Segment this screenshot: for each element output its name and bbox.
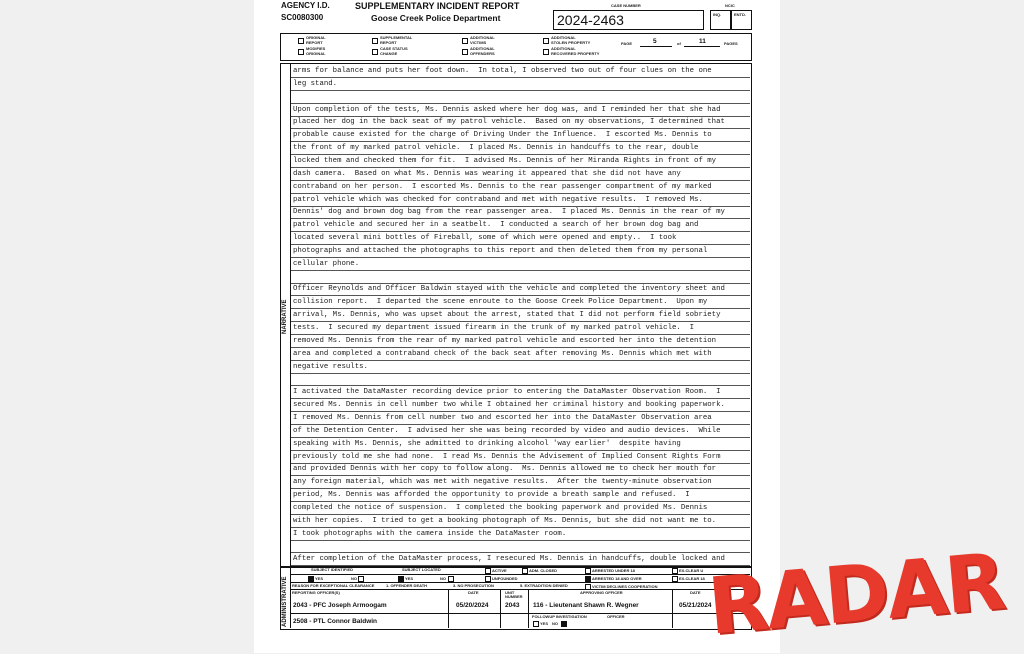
report-type-label: ADDITIONAL [551, 46, 576, 51]
narrative-line: locked them and checked them for fit. I advised Ms. Dennis of her Miranda Rights in front of my [291, 155, 750, 168]
narrative-line: period, Ms. Dennis was afforded the opportunity to provide a breath sample and refused. I [291, 489, 750, 502]
reporting-officer-1: 2043 - PFC Joseph Armoogam [293, 602, 387, 609]
narrative-line: I removed Ms. Dennis from cell number two and escorted her into the DataMaster Observation area [291, 412, 750, 425]
col-rule-3 [528, 589, 529, 628]
narrative-line: arms for balance and puts her foot down. In total, I observed two out of four clues on the one [291, 65, 750, 78]
case-status-checkbox[interactable] [522, 568, 528, 574]
subject-identified-label: SUBJECT IDENTIFIED [311, 567, 354, 572]
case-status-checkbox[interactable] [585, 568, 591, 574]
administrative-label: ADMINISTRATIVE [282, 576, 288, 627]
report-type-label: ADDITIONAL [551, 35, 576, 40]
report-type-label: MODIFIES [306, 46, 326, 51]
narrative-line: of the Detention Center. I advised her she was being recorded by video and audio devices. While [291, 425, 750, 438]
ncic-inq-box [710, 10, 731, 30]
narrative-line: completed the notice of suspension. I completed the booking paperwork and provided Ms. Dennis [291, 502, 750, 515]
report-date: 05/20/2024 [456, 602, 489, 609]
narrative-line: Officer Reynolds and Officer Baldwin stayed with the vehicle and completed the inventory sheet and [291, 283, 750, 296]
report-type-label: REPORT [306, 40, 323, 45]
report-type-checkbox[interactable] [298, 38, 304, 44]
narrative-line: probable cause existed for the charge of Driving Under the Influence. I escorted Ms. Dennis to [291, 129, 750, 142]
reporting-officer-label: REPORTING OFFICER(S) [292, 590, 340, 595]
entd-label: ENTD. [734, 12, 746, 17]
narrative-line [291, 373, 750, 386]
narrative-line: speaking with Ms. Dennis, she admitted to drinking alcohol 'way earlier' despite having [291, 438, 750, 451]
exc-option-5: 5. EXTRADITION DENIED [520, 583, 568, 588]
ncic-entd-box [731, 10, 752, 30]
report-type-label: REPORT [380, 40, 397, 45]
admin-rule-1 [291, 574, 750, 575]
report-type-label: ORIGINAL [306, 51, 326, 56]
case-status-checkbox[interactable] [585, 576, 591, 582]
case-status-checkbox[interactable] [672, 576, 678, 582]
watermark-text: RADAR [704, 537, 1008, 653]
ncic-label: NCIC [725, 3, 735, 8]
page-total: 11 [699, 38, 706, 45]
narrative-line: patrol vehicle which was checked for contraband and met with negative results. I removed Ms. [291, 194, 750, 207]
report-type-label: STOLEN PROPERTY [551, 40, 591, 45]
unit-number: 2043 [505, 602, 520, 609]
located-yes-checkbox[interactable] [398, 576, 404, 582]
case-status-label: ARRESTED 18 AND OVER [592, 576, 642, 581]
case-status-label: EX.CLEAR 18 [679, 576, 705, 581]
approve-date: 05/21/2024 [679, 602, 712, 609]
located-yes-label: YES [405, 576, 414, 581]
reporting-officer-2: 2508 - PTL Connor Baldwin [293, 618, 378, 625]
narrative-line: I activated the DataMaster recording device prior to entering the DataMaster Observation Room. I [291, 386, 750, 399]
narrative-line: previously told me she had none. I read Ms. Dennis the Advisement of Implied Consent Rights Form [291, 451, 750, 464]
narrative-line: tests. I secured my department issued firearm in the trunk of my marked patrol vehicle. I [291, 322, 750, 335]
approve-date-label: DATE [690, 590, 701, 595]
report-type-checkbox[interactable] [372, 38, 378, 44]
narrative-line: leg stand. [291, 78, 750, 91]
admin-rule-4 [291, 613, 750, 614]
identified-no-label: NO [351, 576, 357, 581]
report-type-label: CHANGE [380, 51, 398, 56]
report-type-label: CASE STATUS [380, 46, 408, 51]
case-status-label: ADM. CLOSED [529, 568, 557, 573]
report-type-label: ADDITIONAL [470, 35, 495, 40]
col-rule-1 [448, 589, 449, 628]
narrative-line: negative results. [291, 361, 750, 374]
case-status-checkbox[interactable] [485, 568, 491, 574]
narrative-line: the front of my marked patrol vehicle. I placed Ms. Dennis in handcuffs to the rear, double [291, 142, 750, 155]
narrative-line: any foreign material, which was met with negative results. After the twenty-minute observation [291, 476, 750, 489]
report-type-row [280, 33, 752, 61]
page-of-label: of [677, 41, 681, 46]
narrative-line: with her copies. I tried to get a booking photograph of Ms. Dennis, but she did not want me to. [291, 515, 750, 528]
agency-label: AGENCY I.D. [281, 1, 330, 10]
case-status-label: EX.CLEAR U [679, 568, 704, 573]
narrative-line [291, 91, 750, 104]
report-type-label: ORIGINAL [306, 35, 326, 40]
narrative-line: arrival, Ms. Dennis, who was upset about the arrest, stated that I did not perform field sobriety [291, 309, 750, 322]
report-type-checkbox[interactable] [462, 38, 468, 44]
page-label: PAGE [621, 41, 633, 46]
case-number: 2024-2463 [557, 12, 624, 28]
report-type-label: ADDITIONAL [470, 46, 495, 51]
case-status-label: ACTIVE [492, 568, 507, 573]
narrative-line: cellular phone. [291, 258, 750, 271]
report-type-label: OFFENDERS [470, 51, 495, 56]
located-no-label: NO [440, 576, 446, 581]
narrative-line: located several mini bottles of Fireball, some of which were opened and empty.. I took [291, 232, 750, 245]
followup-yes-label: YES [540, 621, 549, 626]
case-number-label: CASE NUMBER [611, 3, 641, 8]
case-status-checkbox[interactable] [672, 568, 678, 574]
col-rule-4 [672, 589, 673, 628]
narrative-line: Upon completion of the tests, Ms. Dennis asked where her dog was, and I reminded her that she had [291, 104, 750, 117]
identified-yes-checkbox[interactable] [308, 576, 314, 582]
approving-officer-label: APPROVING OFFICER [580, 590, 623, 595]
total-underline [684, 46, 720, 47]
report-title: SUPPLEMENTARY INCIDENT REPORT [355, 1, 520, 11]
narrative-label: NARRATIVE [282, 299, 288, 334]
pages-label: PAGES [724, 41, 738, 46]
narrative-line: removed Ms. Dennis from the rear of my marked patrol vehicle and escorted her into the detention [291, 335, 750, 348]
narrative-line: and provided Dennis with her copy to follow along. Ms. Dennis allowed me to check her mouth for [291, 463, 750, 476]
narrative-line: After completion of the DataMaster process, I resecured Ms. Dennis in handcuffs, double locked and [291, 553, 750, 566]
report-type-checkbox[interactable] [372, 49, 378, 55]
narrative-line: contraband on her person. I escorted Ms. Dennis to the rear passenger compartment of my marked [291, 181, 750, 194]
narrative-line [291, 271, 750, 284]
report-type-checkbox[interactable] [462, 49, 468, 55]
identified-no-checkbox[interactable] [358, 576, 364, 582]
subject-located-label: SUBJECT LOCATED [402, 567, 441, 572]
followup-officer-label: OFFICER [607, 614, 625, 619]
narrative-line: Dennis' dog and brown dog bag from the rear passenger area. I placed Ms. Dennis in the rear of my [291, 206, 750, 219]
report-type-checkbox[interactable] [543, 49, 549, 55]
narrative-line: area and completed a contraband check of the back seat after removing Ms. Dennis which met with [291, 348, 750, 361]
case-status-label: ARRESTED UNDER 18 [592, 568, 635, 573]
inq-label: INQ. [713, 12, 722, 17]
exc-option-3: 3. NO PROSECUTION [453, 583, 494, 588]
report-type-checkbox[interactable] [543, 38, 549, 44]
case-number-box [553, 10, 704, 30]
narrative-line: patrol vehicle and secured her in a seatbelt. I conducted a search of her brown dog bag and [291, 219, 750, 232]
case-status-label: VICTIM DECLINES COOPERATION [592, 584, 658, 589]
admin-rule-3 [291, 589, 750, 590]
narrative-line [291, 540, 750, 553]
exceptional-label: REASON FOR EXCEPTIONAL CLEARANCE [292, 583, 375, 588]
department-name: Goose Creek Police Department [371, 13, 501, 23]
agency-id: SC0080300 [281, 13, 324, 22]
narrative-line: collision report. I departed the scene enroute to the Goose Creek Police Department. Upon my [291, 296, 750, 309]
followup-yes-checkbox[interactable] [533, 621, 539, 627]
narrative-line: secured Ms. Dennis in cell number two while I obtained her criminal history and booking paperwork. [291, 399, 750, 412]
narrative-line: dash camera. Based on what Ms. Dennis was wearing it appeared that she did not have any [291, 168, 750, 181]
identified-yes-label: YES [315, 576, 324, 581]
col-rule-2 [500, 589, 501, 628]
narrative-line: photographs and attached the photographs to this report and then deleted them from my personal [291, 245, 750, 258]
report-type-label: SUPPLEMENTAL [380, 35, 413, 40]
date-label: DATE [468, 590, 479, 595]
narrative-line: placed her dog in the back seat of my patrol vehicle. Based on my observations, I determined that [291, 116, 750, 129]
report-type-label: RECOVERED PROPERTY [551, 51, 600, 56]
report-type-label: VICTIMS [470, 40, 487, 45]
report-type-checkbox[interactable] [298, 49, 304, 55]
followup-no-checkbox[interactable] [561, 621, 567, 627]
approving-officer: 116 - Lieutenant Shawn R. Wegner [533, 602, 639, 609]
page-underline [640, 46, 672, 47]
page-current: 5 [653, 38, 657, 45]
narrative-line: I took photographs with the camera inside the DataMaster room. [291, 528, 750, 541]
followup-label: FOLLOWUP INVESTIGATION [532, 614, 587, 619]
unit-number-label: UNIT NUMBER [505, 590, 523, 599]
case-status-checkbox[interactable] [485, 576, 491, 582]
exc-option-1: 1. OFFENDER DEATH [386, 583, 428, 588]
case-status-label: UNFOUNDED [492, 576, 518, 581]
located-no-checkbox[interactable] [448, 576, 454, 582]
followup-no-label: NO [552, 621, 558, 626]
